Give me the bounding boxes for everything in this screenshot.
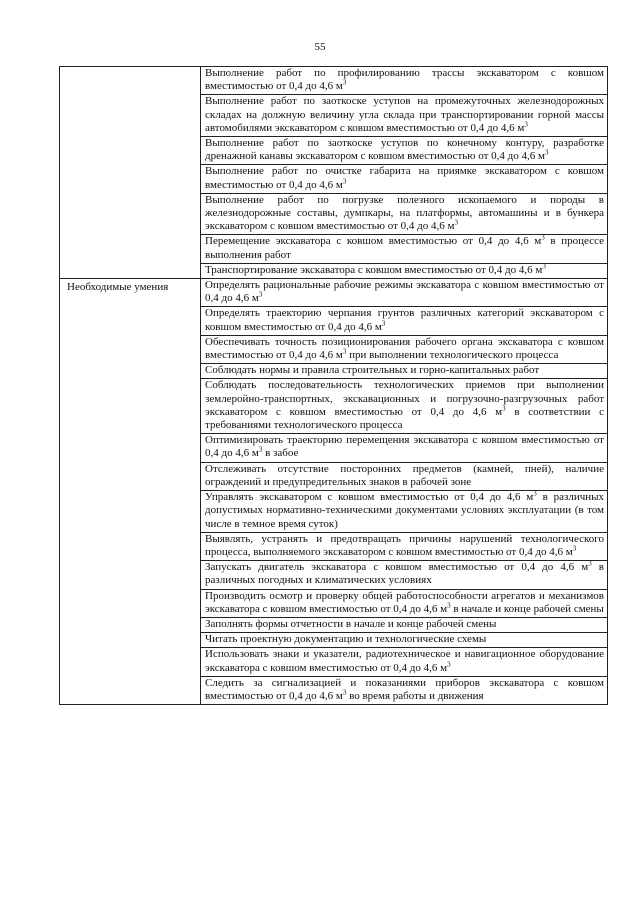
list-item: Соблюдать последовательность технологических приемов при выполнении землеройно-транспортных, экскавационных и погрузочно-разгрузочных работ экскаватором с ковшом вместимостью от 0,4 до 4,6 $м^3$ в соответствии с требованиями технологического процесса	[201, 379, 607, 434]
list-item: Выполнение работ по заоткоске уступов на промежуточных железнодорожных складах на должную величину угла склада при транспортировании горной массы автомобилями экскаватором с ковшом вместимостью от 0,4 до 4,6 $м^3$	[201, 95, 607, 137]
section-label: Необходимые умения	[67, 281, 169, 294]
table-row	[60, 67, 608, 279]
list-item: Производить осмотр и проверку общей работоспособности агрегатов и механизмов экскаватора с ковшом вместимостью от 0,4 до 4,6 $м^3$ в начале и конце рабочей смены	[201, 590, 607, 618]
list-item: Обеспечивать точность позиционирования рабочего органа экскаватора с ковшом вместимостью от 0,4 до 4,6 $м^3$ при выполнении технологического процесса	[201, 336, 607, 364]
list-item: Определять траекторию черпания грунтов различных категорий экскаватором с ковшом вместимостью от 0,4 до 4,6 $м^3$	[201, 307, 607, 335]
list-item: Выполнение работ по профилированию трассы экскаватором с ковшом вместимостью от 0,4 до 4,6 $м^3$	[201, 67, 607, 95]
list-item: Отслеживать отсутствие посторонних предметов (камней, пней), наличие ограждений и предупредительных знаков в рабочей зоне	[201, 463, 607, 491]
section-label-cell	[60, 279, 201, 705]
section-items-cell	[201, 279, 608, 705]
list-item: Перемещение экскаватора с ковшом вместимостью от 0,4 до 4,6 $м^3$ в процессе выполнения работ	[201, 235, 607, 263]
section-label	[60, 67, 200, 69]
section-label-cell	[60, 67, 201, 279]
list-item: Управлять экскаватором с ковшом вместимостью от 0,4 до 4,6 $м^3$ в различных допустимых нормативно-техническими документами условиях эксплуатации (в том числе в темное время суток)	[201, 491, 607, 533]
list-item: Выполнение работ по очистке габарита на приямке экскаватором с ковшом вместимостью от 0,4 до 4,6 $м^3$	[201, 165, 607, 193]
list-item: Использовать знаки и указатели, радиотехническое и навигационное оборудование экскаватора с ковшом вместимостью от 0,4 до 4,6 $м^3$	[201, 648, 607, 676]
list-item: Выполнение работ по погрузке полезного ископаемого и породы в железнодорожные составы, думпкары, на платформы, автомашины и в бункера экскаватором с ковшом вместимостью от 0,4 до 4,6 $м^3$	[201, 194, 607, 236]
list-item: Оптимизировать траекторию перемещения экскаватора с ковшом вместимостью от 0,4 до 4,6 $м^3$ в забое	[201, 434, 607, 462]
list-item: Запускать двигатель экскаватора с ковшом вместимостью от 0,4 до 4,6 $м^3$ в различных погодных и климатических условиях	[201, 561, 607, 589]
list-item: Транспортирование экскаватора с ковшом вместимостью от 0,4 до 4,6 $м^3$	[205, 262, 546, 276]
page-number: 55	[314, 41, 326, 53]
list-item: Выполнение работ по заоткоске уступов по конечному контуру, разработке дренажной канавы экскаватором с ковшом вместимостью от 0,4 до 4,6 $м^3$	[201, 137, 607, 165]
table-row	[60, 279, 608, 705]
list-item: Выявлять, устранять и предотвращать причины нарушений технологического процесса, выполняемого экскаватором с ковшом вместимостью от 0,4 до 4,6 $м^3$	[201, 533, 607, 561]
list-item: Читать проектную документацию и технологические схемы	[201, 633, 607, 648]
list-item: Соблюдать нормы и правила строительных и горно-капитальных работ	[201, 364, 607, 379]
requirements-table	[59, 66, 608, 705]
section-items-cell	[201, 67, 608, 279]
list-item: Заполнять формы отчетности в начале и конце рабочей смены	[201, 618, 607, 633]
list-item: Следить за сигнализацией и показаниями приборов экскаватора с ковшом вместимостью от 0,4 до 4,6 $м^3$ во время работы и движения	[205, 676, 604, 702]
list-item: Определять рациональные рабочие режимы экскаватора с ковшом вместимостью от 0,4 до 4,6 $м^3$	[201, 279, 607, 307]
